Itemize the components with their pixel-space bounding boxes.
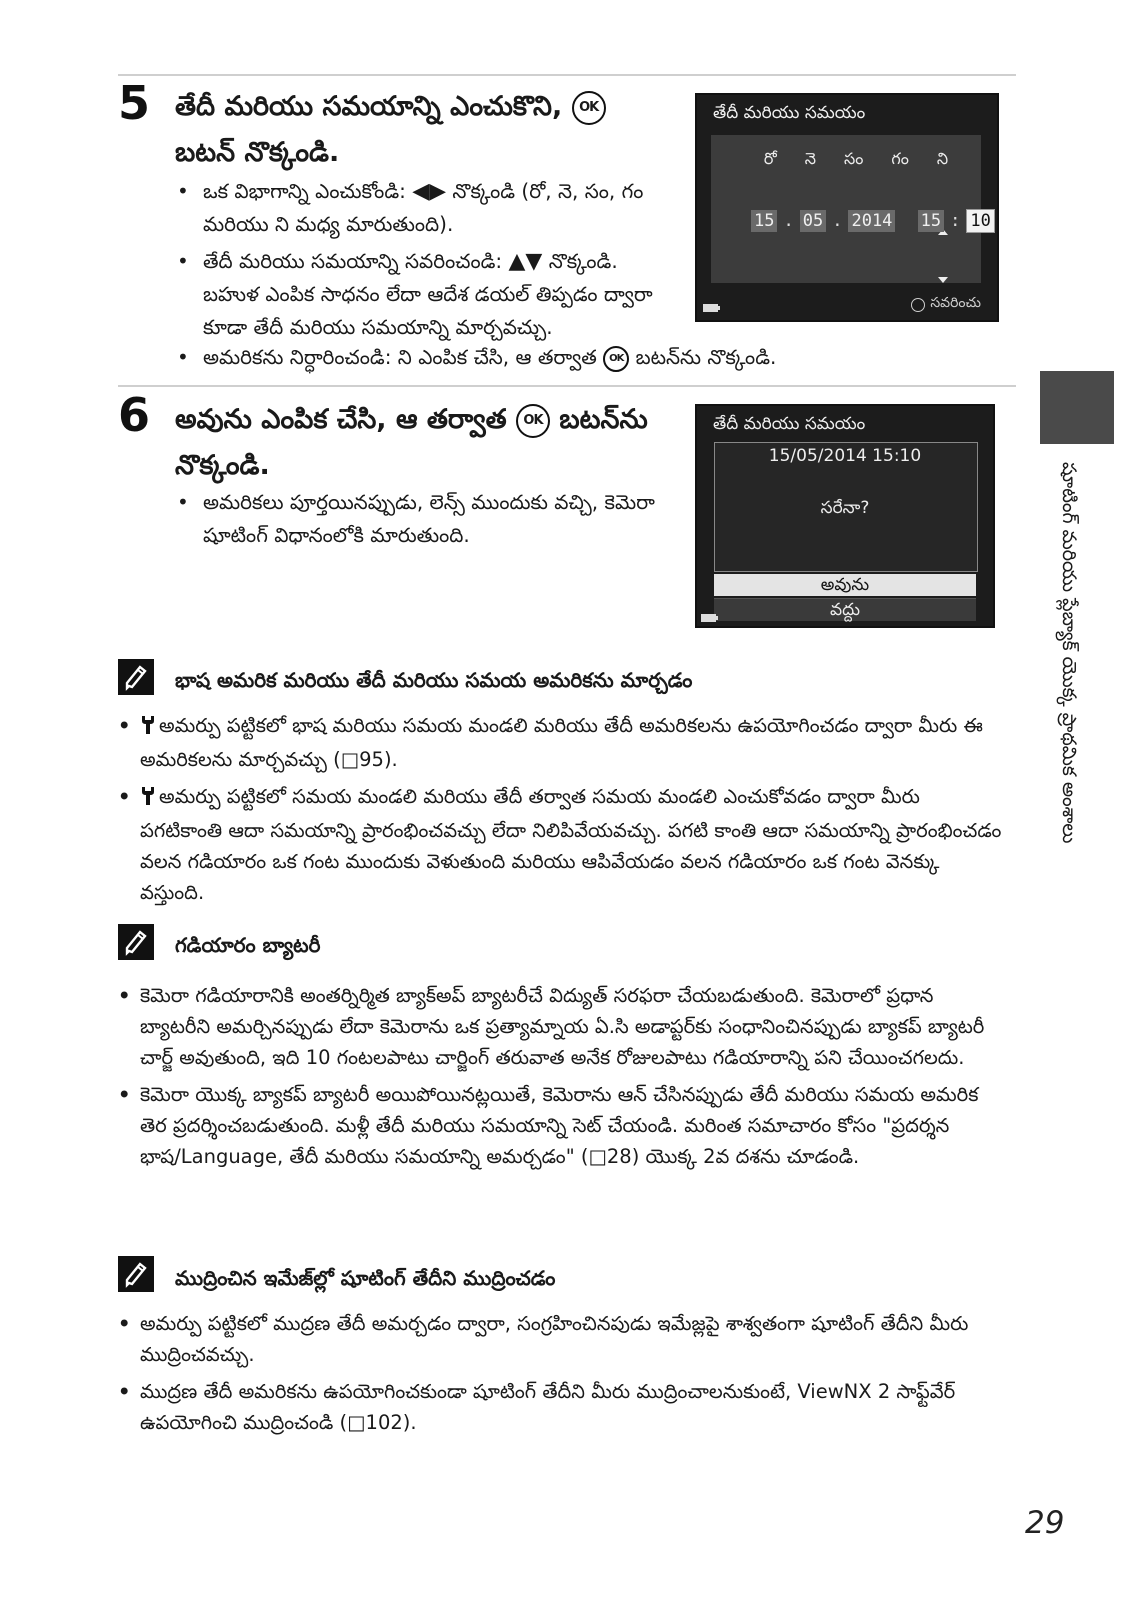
page-number: 29 — [1025, 1505, 1065, 1541]
bullet-text: బటన్‌ను నొక్కండి. — [629, 345, 777, 369]
decrement-arrow-icon — [938, 277, 948, 283]
pencil-note-icon — [118, 1256, 154, 1292]
section-tab — [1040, 371, 1114, 444]
left-right-arrows-icon: ◀▶ — [412, 179, 447, 204]
step-6-bullet — [175, 486, 655, 552]
note-item — [118, 710, 1008, 775]
pencil-note-icon — [118, 924, 154, 960]
step-5-confirm-bullet — [175, 341, 1015, 378]
step-5-title-text-2: బటన్ నొక్కండి. — [175, 137, 340, 168]
note-text: అమర్పు పట్టికలో ముద్రణ తేదీ అమర్చడం ద్వారా, సంగ్రహించినపుడు ఇమేజ్లపై శాశ్వతంగా షూటింగ్ తేదీని మీరు ముద్రించవచ్చు. — [140, 1312, 969, 1366]
year-field[interactable]: 2014 — [848, 210, 895, 232]
hour-field[interactable]: 15 — [918, 210, 944, 232]
note-2-list — [118, 980, 1008, 1178]
no-option[interactable]: వద్దు — [714, 598, 976, 621]
confirm-datetime: 15/05/2014 15:10 — [768, 446, 922, 466]
note-title: గడియారం బ్యాటరీ — [175, 933, 321, 957]
note-text: అమర్పు పట్టికలో భాష మరియు సమయ మండలి మరియు తేదీ అమరికలను ఉపయోగించడం ద్వారా మీరు ఈ అమరికలను మార్చవచ్చు (□95). — [140, 714, 983, 771]
datetime-values — [751, 209, 995, 233]
screen-title: తేదీ మరియు సమయం — [713, 414, 866, 434]
datetime-field-labels — [711, 149, 981, 172]
note-item — [118, 1308, 1008, 1370]
note-item — [118, 781, 1008, 908]
battery-icon — [701, 614, 716, 622]
separator: . — [832, 211, 843, 231]
step-5-bullet — [175, 245, 675, 344]
note-item — [118, 1079, 1008, 1172]
note-1-list — [118, 710, 1008, 914]
note-text: ముద్రణ తేదీ అమరికను ఉపయోగించకుండా షూటింగ్ తేదీని మీరు ముద్రించాలనుకుంటే, ViewNX 2 సాఫ్ట్‌వేర్ ఉపయోగించి ముద్రించండి (□102). — [140, 1380, 956, 1434]
day-field[interactable]: 15 — [751, 210, 777, 232]
bullet-text: నొక్కండి. బహుళ ఎంపిక సాధనం లేదా ఆదేశ డయల్ తిప్పడం ద్వారా కూడా తేదీ మరియు సమయాన్ని మార్చవచ్చు. — [203, 249, 653, 339]
camera-screen-datetime-edit — [695, 93, 999, 322]
step-5-number: 5 — [118, 76, 151, 130]
step-6-title-text: అవును ఎంపిక చేసి, ఆ తర్వాత — [175, 404, 507, 435]
bullet-text: అమరికను నిర్ధారించండి: ని ఎంపిక చేసి, ఆ తర్వాత — [203, 345, 604, 369]
minute-field[interactable]: 10 — [966, 209, 994, 233]
separator — [899, 211, 913, 231]
datetime-editor-panel — [711, 135, 991, 283]
adjust-label: సవరించు — [930, 295, 981, 311]
step-6-title-text-2: బటన్‌ను నొక్కండి. — [175, 404, 648, 481]
note-text: అమర్పు పట్టికలో సమయ మండలి మరియు తేదీ తర్వాత సమయ మండలి ఎంచుకోవడం ద్వారా మీరు పగటికాంతి ఆదా సమయాన్ని ప్రారంభించవచ్చు లేదా నిలిపివేయవచ్చు. పగటి కాంతి ఆదా సమయాన్ని ప్రారంభించడం వలన గడియారం ఒక గంట ముందుకు వెళుతుంది మరియు ఆపివేయడం వలన గడియారం ఒక గంట వెనక్కు వస్తుంది. — [140, 785, 1002, 904]
label-minute: ని — [936, 149, 949, 168]
note-3-list — [118, 1308, 1008, 1444]
note-text: కెమెరా గడియారానికి అంతర్నిర్మిత బ్యాక్అప్ బ్యాటరీచే విద్యుత్ సరఫరా చేయబడుతుంది. కెమెరాలో ప్రధాన బ్యాటరీని అమర్చినప్పుడు లేదా కెమెరాను ఒక ప్రత్యామ్నాయ ఏ.సి అడాప్టర్‌కు సంధానించినప్పుడు బ్యాకప్ బ్యాటరీ చార్జ్ అవుతుంది, ఇది 10 గంటలపాటు చార్జింగ్ తరువాత అనేక రోజులపాటు గడియారాన్ని పని చేయించగలదు. — [140, 984, 985, 1069]
bullet-text: ఒక విభాగాన్ని ఎంచుకోండి: — [203, 179, 413, 203]
confirm-question: సరేనా? — [820, 498, 870, 518]
step-5-bullet — [175, 175, 675, 241]
label-hour: గం — [891, 149, 909, 168]
adjust-hint — [911, 295, 981, 314]
step-divider — [118, 385, 1016, 387]
ok-button-icon: OK — [603, 346, 629, 372]
label-month: నె — [804, 149, 817, 168]
label-day: రో — [763, 149, 777, 168]
step-5-bullet — [175, 341, 1015, 374]
battery-icon — [703, 304, 718, 312]
yes-option[interactable]: అవును — [714, 574, 976, 596]
bullet-text: నొక్కండి (రో, నె, సం, గం మరియు ని మధ్య మారుతుంది). — [203, 179, 644, 236]
section-side-label — [1055, 462, 1085, 902]
camera-screen-datetime-confirm — [695, 404, 995, 628]
note-text: కెమెరా యొక్క బ్యాకప్ బ్యాటరీ అయిపోయినట్లయితే, కెమెరాను ఆన్ చేసినప్పుడు తేదీ మరియు సమయ అమరిక తెర ప్రదర్శించబడుతుంది. మళ్లీ తేదీ మరియు సమయాన్ని సెట్ చేయండి. మరింత సమాచారం కోసం "ప్రదర్శన భాష/Language, తేదీ మరియు సమయాన్ని అమర్చడం" (□28) యొక్క 2వ దశను చూడండి. — [140, 1083, 979, 1168]
top-divider — [118, 74, 1016, 76]
note-item — [118, 980, 1008, 1073]
step-5-title — [175, 84, 675, 176]
screen-title: తేదీ మరియు సమయం — [713, 103, 866, 123]
multi-selector-icon — [911, 298, 925, 312]
label-year: సం — [844, 149, 864, 168]
step-6-bullets — [175, 486, 655, 556]
pencil-note-icon — [118, 659, 154, 695]
bullet-text: అమరికలు పూర్తయినప్పుడు, లెన్స్ ముందుకు వచ్చి, కెమెరా షూటింగ్ విధానంలోకి మారుతుంది. — [203, 490, 655, 547]
wrench-icon — [140, 784, 156, 815]
section-side-label-text: షూటింగ్ మరియు ప్లేబ్యాక్ యొక్క ప్రాథమిక అంశాలు — [1058, 462, 1080, 844]
step-6-number: 6 — [118, 388, 151, 442]
step-5-bullets — [175, 175, 675, 348]
note-title: ముద్రించిన ఇమేజ్‌ల్లో షూటింగ్ తేదీని ముద్రించడం — [175, 1266, 556, 1290]
note-title: భాష అమరిక మరియు తేదీ మరియు సమయ అమరికను మార్చడం — [175, 668, 693, 692]
ok-button-icon: OK — [572, 91, 606, 125]
separator: . — [783, 211, 794, 231]
month-field[interactable]: 05 — [800, 210, 826, 232]
separator: : — [950, 211, 961, 231]
step-6-title — [175, 397, 675, 489]
wrench-icon — [140, 713, 156, 744]
up-down-arrows-icon: ▲▼ — [508, 249, 543, 274]
step-5-title-text: తేదీ మరియు సమయాన్ని ఎంచుకొని, — [175, 91, 563, 122]
ok-button-icon: OK — [516, 404, 550, 438]
bullet-text: తేదీ మరియు సమయాన్ని సవరించండి: — [203, 249, 509, 273]
note-item — [118, 1376, 1008, 1438]
